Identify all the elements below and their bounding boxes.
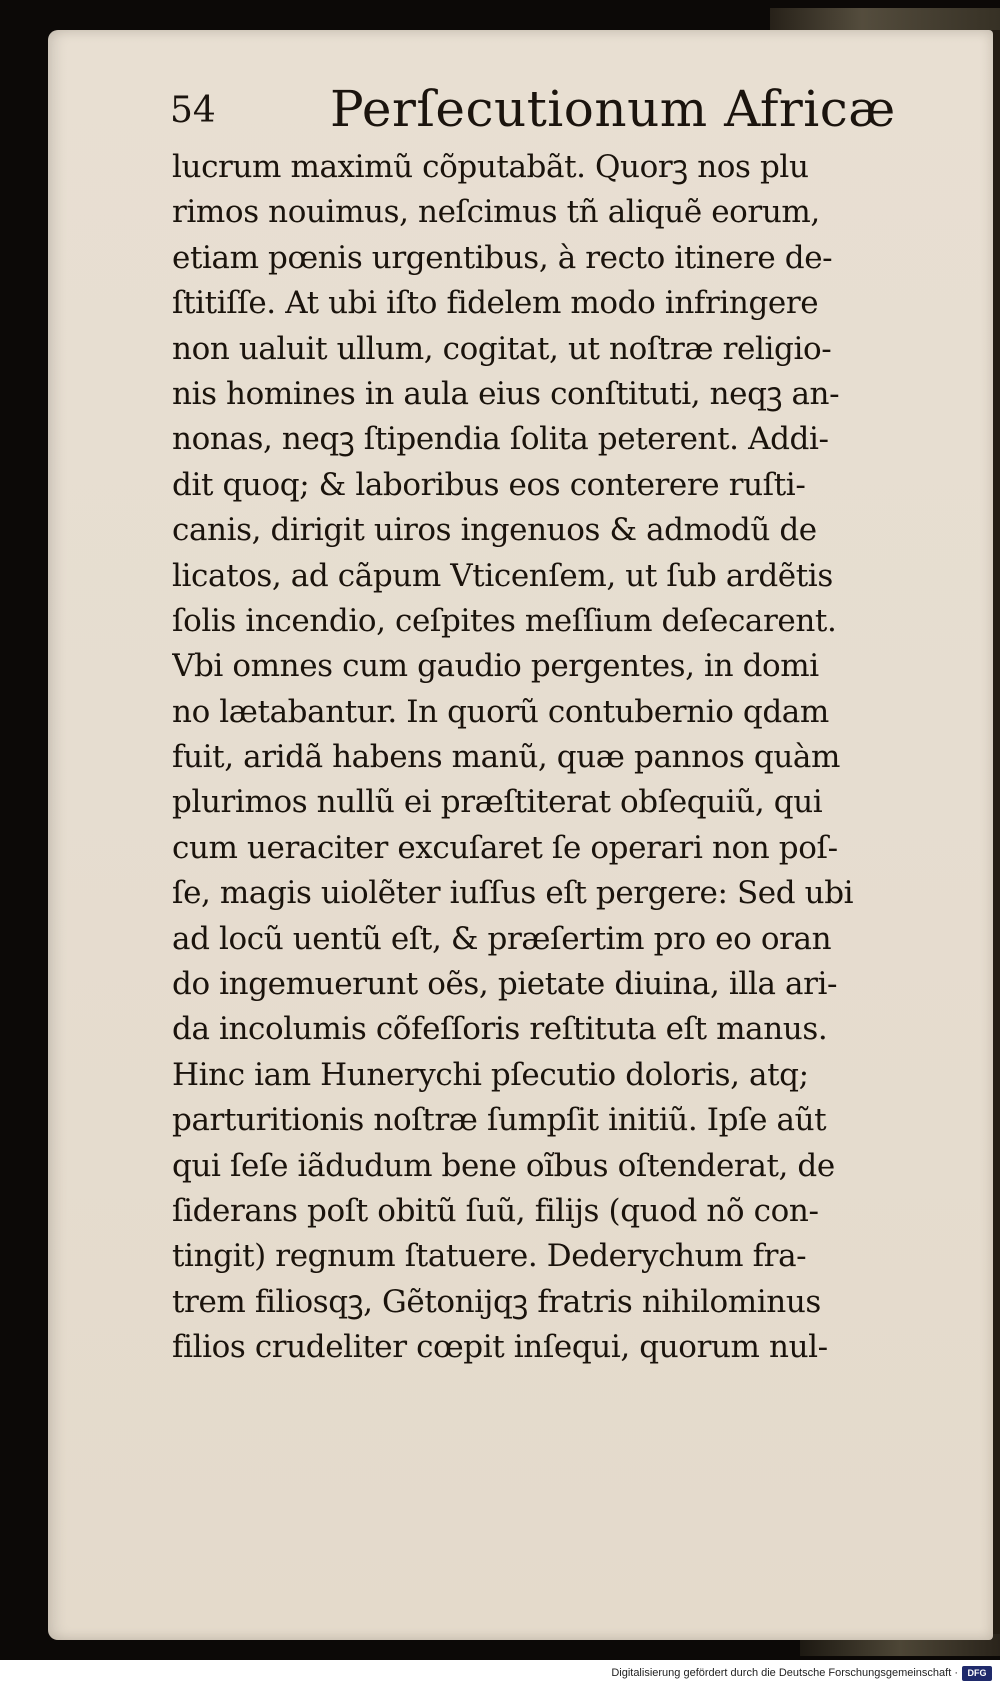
page-number: 54	[170, 90, 216, 131]
text-line: nis homines in aula eius conſtituti, neqꝫ an-	[172, 375, 840, 412]
text-line: etiam pœnis urgentibus, à recto itinere de-	[172, 239, 833, 276]
text-line: canis, dirigit uiros ingenuos & admodũ de	[172, 512, 817, 549]
text-line: qui ſeſe iãdudum bene oĩbus oſtenderat, de	[172, 1147, 835, 1184]
text-line: rimos nouimus, neſcimus tñ aliquẽ eorum,	[172, 194, 820, 231]
text-line: ſiderans poſt obitũ ſuũ, filijs (quod nõ con-	[172, 1192, 819, 1229]
digitization-footer	[0, 1660, 1000, 1689]
text-line: Hinc iam Hunerychi pſecutio doloris, atq;	[172, 1056, 809, 1093]
text-line: do ingemuerunt oẽs, pietate diuina, illa ari-	[172, 966, 838, 1003]
dfg-logo: DFG	[962, 1666, 992, 1681]
text-line: tingit) regnum ſtatuere. Dederychum fra-	[172, 1238, 807, 1275]
text-line: trem filiosqꝫ, Gẽtonijqꝫ fratris nihilominus	[172, 1283, 821, 1320]
text-line: ſtitiſſe. At ubi iſto fidelem modo infringere	[172, 285, 819, 322]
text-line: non ualuit ullum, cogitat, ut noſtræ religio-	[172, 330, 832, 367]
text-line: Vbi omnes cum gaudio pergentes, in domi	[172, 648, 819, 685]
text-line: dit quoq; & laboribus eos conterere ruſti-	[172, 466, 806, 503]
text-line: licatos, ad cãpum Vticenſem, ut ſub ardẽtis	[172, 557, 833, 594]
text-line: nonas, neqꝫ ſtipendia ſolita peterent. Addi-	[172, 421, 829, 458]
text-line: fuit, aridã habens manũ, quæ pannos quàm	[172, 739, 840, 776]
body-text	[172, 145, 932, 1371]
text-line: cum ueraciter excuſaret ſe operari non poſ-	[172, 829, 838, 866]
page-header	[170, 80, 970, 150]
funding-credit: Digitalisierung gefördert durch die Deutsche Forschungsgemeinschaft ·	[611, 1667, 958, 1679]
text-line: plurimos nullũ ei præſtiterat obſequiũ, qui	[172, 784, 823, 821]
text-line: filios crudeliter cœpit inſequi, quorum nul-	[172, 1329, 828, 1366]
text-line: ſe, magis uiolẽter iuſſus eſt pergere: Sed ubi	[172, 875, 854, 912]
text-line: lucrum maximũ cõputabãt. Quorꝫ nos plu	[172, 149, 809, 185]
text-line: ſolis incendio, ceſpites meſſium deſecarent.	[172, 602, 837, 639]
text-line: ad locũ uentũ eſt, & præſertim pro eo oran	[172, 920, 832, 957]
running-head: Perſecutionum Africæ	[330, 80, 896, 138]
text-line: da incolumis cõfeſſoris reſtituta eſt manus.	[172, 1011, 828, 1048]
text-line: parturitionis noſtræ ſumpſit initiũ. Ipſe aũt	[172, 1102, 827, 1139]
text-line: no lætabantur. In quorũ contubernio qdam	[172, 693, 829, 730]
